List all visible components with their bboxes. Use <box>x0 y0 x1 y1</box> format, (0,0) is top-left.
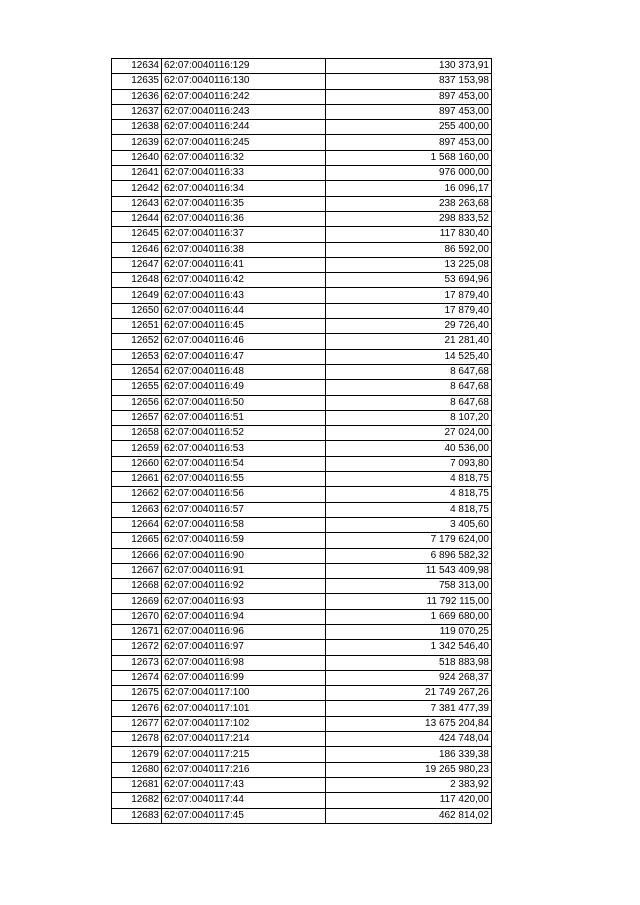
table-row <box>112 762 492 777</box>
cadastral-number-cell: 62:07:0040116:57 <box>162 502 326 517</box>
row-number-cell: 12640 <box>112 150 162 165</box>
cadastral-number-cell: 62:07:0040116:94 <box>162 609 326 624</box>
table-row <box>112 120 492 135</box>
table-row <box>112 257 492 272</box>
cadastral-value-cell: 2 383,92 <box>326 777 492 792</box>
cadastral-number-cell: 62:07:0040116:48 <box>162 364 326 379</box>
table-row <box>112 380 492 395</box>
cadastral-value-cell: 29 726,40 <box>326 319 492 334</box>
row-number-cell: 12671 <box>112 624 162 639</box>
table-row <box>112 655 492 670</box>
row-number-cell: 12677 <box>112 716 162 731</box>
cadastral-number-cell: 62:07:0040116:49 <box>162 380 326 395</box>
table-row <box>112 563 492 578</box>
cadastral-value-cell: 897 453,00 <box>326 135 492 150</box>
cadastral-value-cell: 186 339,38 <box>326 747 492 762</box>
table-row <box>112 502 492 517</box>
cadastral-value-cell: 462 814,02 <box>326 808 492 823</box>
cadastral-value-cell: 8 107,20 <box>326 410 492 425</box>
row-number-cell: 12682 <box>112 793 162 808</box>
cadastral-value-cell: 27 024,00 <box>326 426 492 441</box>
row-number-cell: 12660 <box>112 456 162 471</box>
cadastral-value-cell: 14 525,40 <box>326 349 492 364</box>
cadastral-number-cell: 62:07:0040116:242 <box>162 89 326 104</box>
cadastral-number-cell: 62:07:0040116:36 <box>162 211 326 226</box>
cadastral-value-cell: 255 400,00 <box>326 120 492 135</box>
table-row <box>112 181 492 196</box>
cadastral-value-cell: 40 536,00 <box>326 441 492 456</box>
table-row <box>112 227 492 242</box>
table-row <box>112 211 492 226</box>
row-number-cell: 12670 <box>112 609 162 624</box>
cadastral-number-cell: 62:07:0040116:37 <box>162 227 326 242</box>
cadastral-value-cell: 298 833,52 <box>326 211 492 226</box>
cadastral-number-cell: 62:07:0040117:214 <box>162 732 326 747</box>
table-row <box>112 609 492 624</box>
cadastral-value-cell: 897 453,00 <box>326 104 492 119</box>
row-number-cell: 12675 <box>112 686 162 701</box>
row-number-cell: 12661 <box>112 472 162 487</box>
cadastral-value-cell: 7 093,80 <box>326 456 492 471</box>
cadastral-number-cell: 62:07:0040116:41 <box>162 257 326 272</box>
row-number-cell: 12636 <box>112 89 162 104</box>
row-number-cell: 12662 <box>112 487 162 502</box>
table-row <box>112 670 492 685</box>
cadastral-number-cell: 62:07:0040117:216 <box>162 762 326 777</box>
cadastral-number-cell: 62:07:0040116:90 <box>162 548 326 563</box>
cadastral-value-cell: 6 896 582,32 <box>326 548 492 563</box>
table-row <box>112 104 492 119</box>
document-page <box>111 58 491 824</box>
cadastral-value-cell: 4 818,75 <box>326 472 492 487</box>
row-number-cell: 12648 <box>112 273 162 288</box>
table-row <box>112 150 492 165</box>
row-number-cell: 12665 <box>112 533 162 548</box>
row-number-cell: 12683 <box>112 808 162 823</box>
cadastral-number-cell: 62:07:0040116:35 <box>162 196 326 211</box>
table-row <box>112 624 492 639</box>
cadastral-value-cell: 1 669 680,00 <box>326 609 492 624</box>
cadastral-number-cell: 62:07:0040117:45 <box>162 808 326 823</box>
cadastral-value-cell: 518 883,98 <box>326 655 492 670</box>
row-number-cell: 12649 <box>112 288 162 303</box>
table-row <box>112 319 492 334</box>
table-row <box>112 732 492 747</box>
cadastral-value-cell: 1 568 160,00 <box>326 150 492 165</box>
cadastral-number-cell: 62:07:0040116:245 <box>162 135 326 150</box>
row-number-cell: 12681 <box>112 777 162 792</box>
cadastral-value-cell: 4 818,75 <box>326 487 492 502</box>
cadastral-value-cell: 837 153,98 <box>326 74 492 89</box>
row-number-cell: 12666 <box>112 548 162 563</box>
table-row <box>112 701 492 716</box>
table-row <box>112 364 492 379</box>
row-number-cell: 12668 <box>112 579 162 594</box>
table-row <box>112 747 492 762</box>
cadastral-value-cell: 17 879,40 <box>326 288 492 303</box>
cadastral-value-cell: 4 818,75 <box>326 502 492 517</box>
cadastral-value-cell: 424 748,04 <box>326 732 492 747</box>
cadastral-value-cell: 119 070,25 <box>326 624 492 639</box>
row-number-cell: 12651 <box>112 319 162 334</box>
row-number-cell: 12664 <box>112 517 162 532</box>
cadastral-value-cell: 53 694,96 <box>326 273 492 288</box>
cadastral-value-cell: 11 543 409,98 <box>326 563 492 578</box>
row-number-cell: 12641 <box>112 166 162 181</box>
row-number-cell: 12676 <box>112 701 162 716</box>
table-row <box>112 135 492 150</box>
cadastral-value-cell: 7 381 477,39 <box>326 701 492 716</box>
table-row <box>112 196 492 211</box>
cadastral-value-cell: 19 265 980,23 <box>326 762 492 777</box>
table-row <box>112 441 492 456</box>
cadastral-number-cell: 62:07:0040116:50 <box>162 395 326 410</box>
table-row <box>112 426 492 441</box>
cadastral-number-cell: 62:07:0040116:46 <box>162 334 326 349</box>
cadastral-value-cell: 8 647,68 <box>326 380 492 395</box>
cadastral-value-cell: 17 879,40 <box>326 303 492 318</box>
row-number-cell: 12647 <box>112 257 162 272</box>
cadastral-value-cell: 924 268,37 <box>326 670 492 685</box>
cadastral-number-cell: 62:07:0040117:44 <box>162 793 326 808</box>
row-number-cell: 12672 <box>112 640 162 655</box>
cadastral-value-cell: 758 313,00 <box>326 579 492 594</box>
row-number-cell: 12645 <box>112 227 162 242</box>
row-number-cell: 12642 <box>112 181 162 196</box>
row-number-cell: 12652 <box>112 334 162 349</box>
table-row <box>112 777 492 792</box>
table-row <box>112 517 492 532</box>
table-row <box>112 487 492 502</box>
cadastral-value-cell: 21 281,40 <box>326 334 492 349</box>
table-row <box>112 456 492 471</box>
cadastral-number-cell: 62:07:0040116:58 <box>162 517 326 532</box>
cadastral-number-cell: 62:07:0040116:38 <box>162 242 326 257</box>
row-number-cell: 12680 <box>112 762 162 777</box>
cadastral-number-cell: 62:07:0040116:130 <box>162 74 326 89</box>
cadastral-value-cell: 13 225,08 <box>326 257 492 272</box>
row-number-cell: 12673 <box>112 655 162 670</box>
cadastral-value-cell: 8 647,68 <box>326 395 492 410</box>
cadastral-number-cell: 62:07:0040117:102 <box>162 716 326 731</box>
cadastral-value-cell: 130 373,91 <box>326 59 492 74</box>
cadastral-number-cell: 62:07:0040117:100 <box>162 686 326 701</box>
cadastral-number-cell: 62:07:0040116:44 <box>162 303 326 318</box>
row-number-cell: 12650 <box>112 303 162 318</box>
row-number-cell: 12638 <box>112 120 162 135</box>
cadastral-number-cell: 62:07:0040117:215 <box>162 747 326 762</box>
table-row <box>112 579 492 594</box>
cadastral-value-cell: 117 420,00 <box>326 793 492 808</box>
cadastral-number-cell: 62:07:0040116:52 <box>162 426 326 441</box>
cadastral-number-cell: 62:07:0040116:99 <box>162 670 326 685</box>
table-row <box>112 303 492 318</box>
cadastral-number-cell: 62:07:0040116:42 <box>162 273 326 288</box>
table-row <box>112 59 492 74</box>
cadastral-value-cell: 7 179 624,00 <box>326 533 492 548</box>
cadastral-value-cell: 16 096,17 <box>326 181 492 196</box>
cadastral-value-cell: 8 647,68 <box>326 364 492 379</box>
cadastral-number-cell: 62:07:0040116:56 <box>162 487 326 502</box>
cadastral-value-cell: 3 405,60 <box>326 517 492 532</box>
cadastral-number-cell: 62:07:0040116:244 <box>162 120 326 135</box>
table-row <box>112 472 492 487</box>
row-number-cell: 12657 <box>112 410 162 425</box>
cadastral-value-cell: 11 792 115,00 <box>326 594 492 609</box>
table-row <box>112 716 492 731</box>
row-number-cell: 12667 <box>112 563 162 578</box>
row-number-cell: 12658 <box>112 426 162 441</box>
row-number-cell: 12644 <box>112 211 162 226</box>
row-number-cell: 12678 <box>112 732 162 747</box>
table-row <box>112 74 492 89</box>
table-row <box>112 533 492 548</box>
table-row <box>112 89 492 104</box>
cadastral-number-cell: 62:07:0040116:55 <box>162 472 326 487</box>
table-row <box>112 242 492 257</box>
cadastral-number-cell: 62:07:0040116:59 <box>162 533 326 548</box>
table-row <box>112 594 492 609</box>
table-row <box>112 686 492 701</box>
table-row <box>112 548 492 563</box>
row-number-cell: 12674 <box>112 670 162 685</box>
cadastral-number-cell: 62:07:0040116:45 <box>162 319 326 334</box>
cadastral-value-cell: 117 830,40 <box>326 227 492 242</box>
row-number-cell: 12679 <box>112 747 162 762</box>
row-number-cell: 12654 <box>112 364 162 379</box>
table-row <box>112 288 492 303</box>
table-row <box>112 273 492 288</box>
cadastral-number-cell: 62:07:0040116:96 <box>162 624 326 639</box>
cadastral-value-cell: 897 453,00 <box>326 89 492 104</box>
cadastral-number-cell: 62:07:0040116:243 <box>162 104 326 119</box>
cadastral-number-cell: 62:07:0040116:97 <box>162 640 326 655</box>
table-row <box>112 349 492 364</box>
row-number-cell: 12663 <box>112 502 162 517</box>
cadastral-number-cell: 62:07:0040116:54 <box>162 456 326 471</box>
row-number-cell: 12659 <box>112 441 162 456</box>
cadastral-number-cell: 62:07:0040116:53 <box>162 441 326 456</box>
cadastral-number-cell: 62:07:0040116:98 <box>162 655 326 670</box>
cadastral-number-cell: 62:07:0040117:43 <box>162 777 326 792</box>
table-row <box>112 808 492 823</box>
table-row <box>112 410 492 425</box>
table-row <box>112 166 492 181</box>
row-number-cell: 12655 <box>112 380 162 395</box>
cadastral-number-cell: 62:07:0040116:33 <box>162 166 326 181</box>
row-number-cell: 12669 <box>112 594 162 609</box>
cadastral-value-cell: 21 749 267,26 <box>326 686 492 701</box>
cadastral-value-cell: 1 342 546,40 <box>326 640 492 655</box>
table-body <box>112 59 492 824</box>
cadastral-number-cell: 62:07:0040116:47 <box>162 349 326 364</box>
row-number-cell: 12646 <box>112 242 162 257</box>
cadastral-value-cell: 238 263,68 <box>326 196 492 211</box>
row-number-cell: 12635 <box>112 74 162 89</box>
table-row <box>112 793 492 808</box>
cadastral-number-cell: 62:07:0040116:51 <box>162 410 326 425</box>
cadastral-number-cell: 62:07:0040116:32 <box>162 150 326 165</box>
cadastral-value-cell: 13 675 204,84 <box>326 716 492 731</box>
cadastral-number-cell: 62:07:0040117:101 <box>162 701 326 716</box>
cadastral-number-cell: 62:07:0040116:92 <box>162 579 326 594</box>
row-number-cell: 12643 <box>112 196 162 211</box>
cadastral-number-cell: 62:07:0040116:129 <box>162 59 326 74</box>
row-number-cell: 12637 <box>112 104 162 119</box>
row-number-cell: 12656 <box>112 395 162 410</box>
cadastral-value-table <box>111 58 492 824</box>
cadastral-value-cell: 976 000,00 <box>326 166 492 181</box>
row-number-cell: 12653 <box>112 349 162 364</box>
cadastral-number-cell: 62:07:0040116:34 <box>162 181 326 196</box>
table-row <box>112 640 492 655</box>
row-number-cell: 12639 <box>112 135 162 150</box>
cadastral-number-cell: 62:07:0040116:43 <box>162 288 326 303</box>
cadastral-number-cell: 62:07:0040116:91 <box>162 563 326 578</box>
table-row <box>112 395 492 410</box>
row-number-cell: 12634 <box>112 59 162 74</box>
table-row <box>112 334 492 349</box>
cadastral-value-cell: 86 592,00 <box>326 242 492 257</box>
cadastral-number-cell: 62:07:0040116:93 <box>162 594 326 609</box>
